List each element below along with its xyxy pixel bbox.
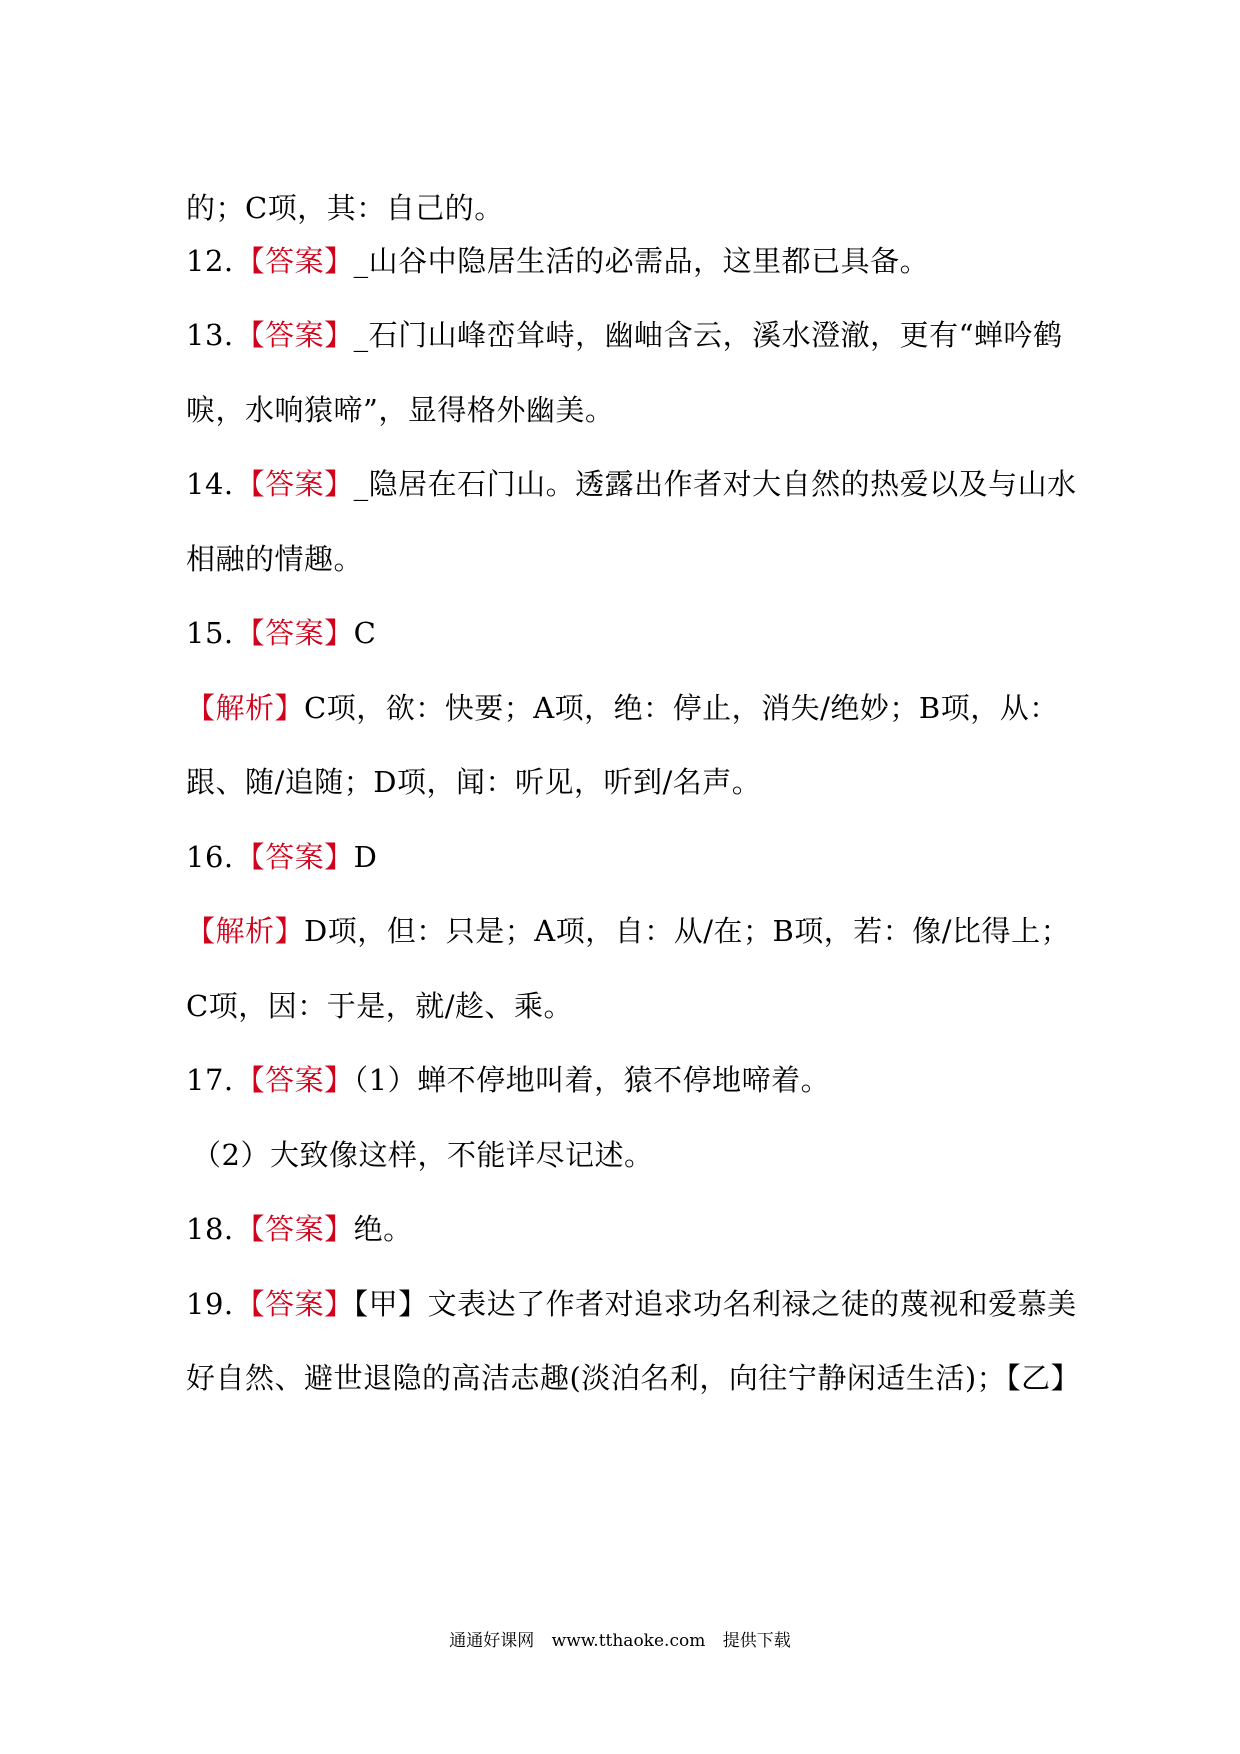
answer-line-18 [186,1204,1066,1254]
line-text: 相融的情趣。 [186,542,364,576]
line-text: C [353,616,377,650]
answer-tag: 【答案】 [235,467,354,501]
text-line [186,1353,1081,1403]
question-number: 16. [186,840,234,874]
answer-line-16 [186,832,1066,882]
answer-tag: 【答案】 [235,1287,354,1321]
analysis-tag: 【解析】 [186,914,305,948]
line-text: C项，因：于是，就/趁、乘。 [186,989,573,1023]
analysis-line-16 [186,906,1071,956]
line-text: （1）蝉不停地叫着，猿不停地啼着。 [353,1063,831,1097]
line-text: D [353,840,378,874]
question-number: 14. [186,467,234,501]
line-text: D项，但：只是；A项，自：从/在；B项，若：像/比得上； [304,914,1071,948]
footer-download-text: 提供下载 [722,1631,791,1651]
answer-line-12 [186,236,1066,286]
text-line [186,981,1066,1031]
answer-tag: 【答案】 [235,840,354,874]
line-text: C项，欲：快要；A项，绝：停止，消失/绝妙；B项，从： [304,691,1059,725]
line-text: 【甲】文表达了作者对追求功名利禄之徒的蔑视和爱慕美 [353,1287,1077,1321]
text-line [186,183,1066,233]
text-line [186,385,1066,435]
line-text: 的；C项，其：自己的。 [186,191,504,225]
line-text: （2）大致像这样，不能详尽记述。 [192,1138,654,1172]
answer-line-15 [186,608,1066,658]
line-text: 绝。 [353,1212,413,1246]
answer-tag: 【答案】 [235,616,354,650]
line-text: _隐居在石门山。透露出作者对大自然的热爱以及与山水 [353,467,1077,501]
answer-line-19 [186,1279,1077,1329]
question-number: 15. [186,616,234,650]
footer-site-name: 通通好课网 [449,1631,535,1651]
page-footer [0,1626,1240,1656]
line-text: _石门山峰峦耸峙，幽岫含云，溪水澄澈，更有“蝉吟鹤 [353,318,1063,352]
answer-tag: 【答案】 [235,1063,354,1097]
question-number: 17. [186,1063,234,1097]
line-text: 跟、随/追随；D项，闻：听见，听到/名声。 [186,765,762,799]
question-number: 19. [186,1287,234,1321]
line-text: 好自然、避世退隐的高洁志趣(淡泊名利，向往宁静闲适生活)；【乙】 [186,1361,1081,1395]
answer-tag: 【答案】 [235,318,354,352]
text-line [192,1130,1072,1180]
line-text: 唳，水响猿啼”，显得格外幽美。 [186,393,615,427]
text-line [186,757,1066,807]
answer-line-17 [186,1055,1066,1105]
answer-line-13 [186,310,1066,360]
answer-tag: 【答案】 [235,1212,354,1246]
question-number: 13. [186,318,234,352]
analysis-tag: 【解析】 [186,691,305,725]
question-number: 12. [186,244,234,278]
line-text: _山谷中隐居生活的必需品，这里都已具备。 [353,244,930,278]
answer-line-14 [186,459,1077,509]
answer-tag: 【答案】 [235,244,354,278]
footer-url[interactable]: www.tthaoke.com [551,1631,706,1651]
question-number: 18. [186,1212,234,1246]
analysis-line-15 [186,683,1066,733]
text-line [186,534,1066,584]
